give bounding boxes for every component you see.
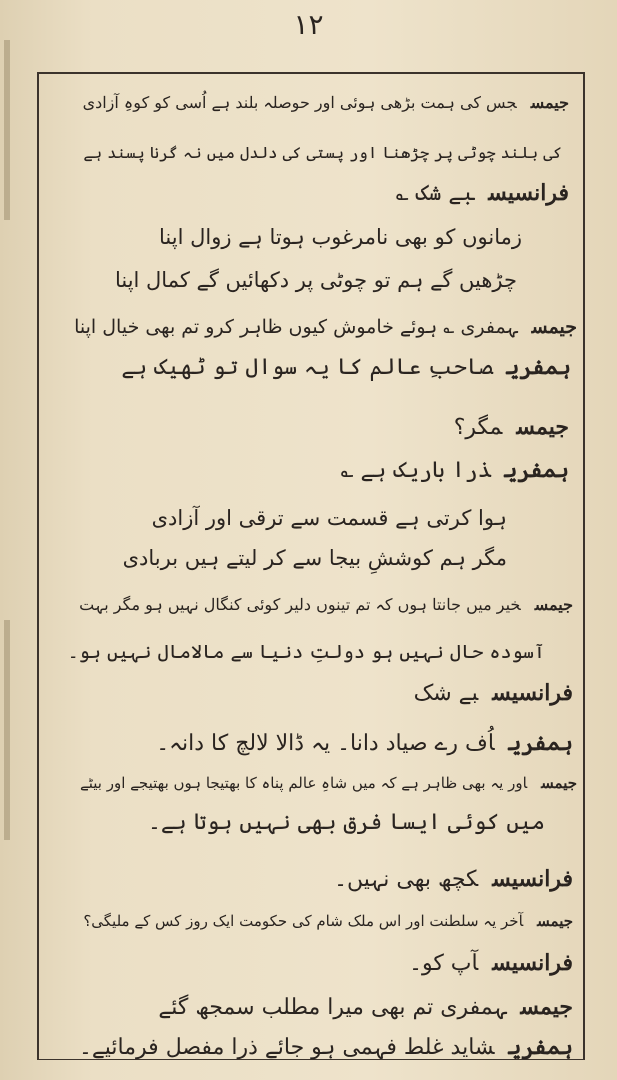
line-text: صاحبِ عالم کا یہ سوال تو ٹھیک ہے [121, 355, 493, 380]
line-text: شاید غلط فہمی ہو جائے ذرا مفصل فرمائیے۔ [79, 1035, 495, 1060]
line-text: بے شک [413, 681, 479, 706]
line-text: زمانوں کو بھی نامرغوب ہوتا ہے زوال اپنا [159, 225, 522, 249]
page-number: ۱۲ [293, 8, 324, 41]
speaker-name: جیمس [530, 93, 569, 112]
speaker-name: جیمس [537, 912, 573, 930]
dialogue-line [454, 412, 569, 443]
line-text: جس کی ہمت بڑھی ہوئی اور حوصلہ بلند ہے اُسی کو کوہِ آزادی [82, 93, 517, 112]
verse-line [152, 503, 507, 533]
dialogue-line [83, 906, 573, 936]
speaker-name: جیمس [520, 994, 573, 1020]
line-text: ہمفری ؎ ہوئے خاموش کیوں ظاہر کرو تم بھی خیال اپنا [74, 316, 518, 338]
verse-line [159, 222, 522, 252]
line-text: مگر؟ [453, 415, 503, 440]
line-text: آخر یہ سلطنت اور اس ملک شام کی حکومت ایک روز کس کے ملیگی؟ [83, 912, 524, 930]
speaker-name: ہمفری [506, 354, 571, 380]
speaker-name: فرانسیس [492, 680, 573, 706]
dialogue-line [121, 352, 571, 383]
line-text: مگر ہم کوششِ بیجا سے کر لیتے ہیں بربادی [122, 546, 507, 570]
speaker-name: فرانسیس [488, 180, 569, 206]
dialogue-line [156, 728, 573, 759]
verse-line [123, 543, 507, 573]
dialogue-line [158, 992, 573, 1023]
speaker-name: جیمس [531, 316, 577, 338]
line-text: چڑھیں گے ہم تو چوٹی پر دکھائیں گے کمال اپنا [114, 268, 517, 292]
line-text: آپ کو۔ [409, 951, 479, 976]
line-text: ہمفری تم بھی میرا مطلب سمجھ گئے [158, 995, 507, 1020]
line-text: ذرا باریک ہے ؎ [340, 458, 491, 483]
speaker-name: جیمس [534, 595, 573, 614]
dialogue-line [396, 178, 569, 209]
speaker-name: جیمس [516, 414, 569, 440]
dialogue-line [68, 637, 545, 667]
dialogue-line [334, 864, 573, 895]
dialogue-line [79, 1032, 573, 1063]
line-text: خیر میں جانتا ہوں کہ تم تینوں دلیر کوئی کنگال نہیں ہو مگر بہت [79, 595, 521, 614]
speaker-name: ہمفری [504, 457, 569, 483]
dialogue-line [80, 768, 577, 798]
page-edge-shadow [4, 40, 10, 220]
speaker-name: ہمفری [508, 730, 573, 756]
line-text: بے شک ؎ [395, 181, 475, 206]
verse-line [115, 265, 517, 295]
dialogue-line [414, 678, 573, 709]
line-text: کی بلند چوٹی پر چڑھنا اور پستی کی دلدل میں نہ گرنا پسند ہے [83, 143, 562, 162]
line-text: ہوا کرتی ہے قسمت سے ترقی اور آزادی [151, 506, 507, 530]
speaker-name: ہمفری [508, 1034, 573, 1060]
dialogue-line [74, 312, 577, 342]
dialogue-line [341, 455, 569, 486]
dialogue-line [83, 138, 562, 168]
speaker-name: فرانسیس [492, 950, 573, 976]
line-text: میں کوئی ایسا فرق بھی نہیں ہوتا ہے۔ [148, 810, 545, 835]
dialogue-line [148, 808, 545, 838]
dialogue-line [409, 948, 573, 979]
line-text: اُف رے صیاد دانا۔ یہ ڈالا لالچ کا دانہ۔ [156, 731, 495, 756]
speaker-name: فرانسیس [492, 866, 573, 892]
line-text: آسودہ حال نہیں ہو دولتِ دنیا سے مالامال نہیں ہو۔ [67, 641, 545, 663]
line-text: اور یہ بھی ظاہر ہے کہ میں شاہِ عالم پناہ کا بھتیجا ہوں بھتیجے اور بیٹے [79, 774, 528, 792]
page-edge-shadow [4, 620, 10, 840]
speaker-name: جیمس [541, 774, 577, 792]
dialogue-line [83, 88, 569, 118]
line-text: کچھ بھی نہیں۔ [334, 867, 479, 892]
dialogue-line [79, 590, 573, 620]
